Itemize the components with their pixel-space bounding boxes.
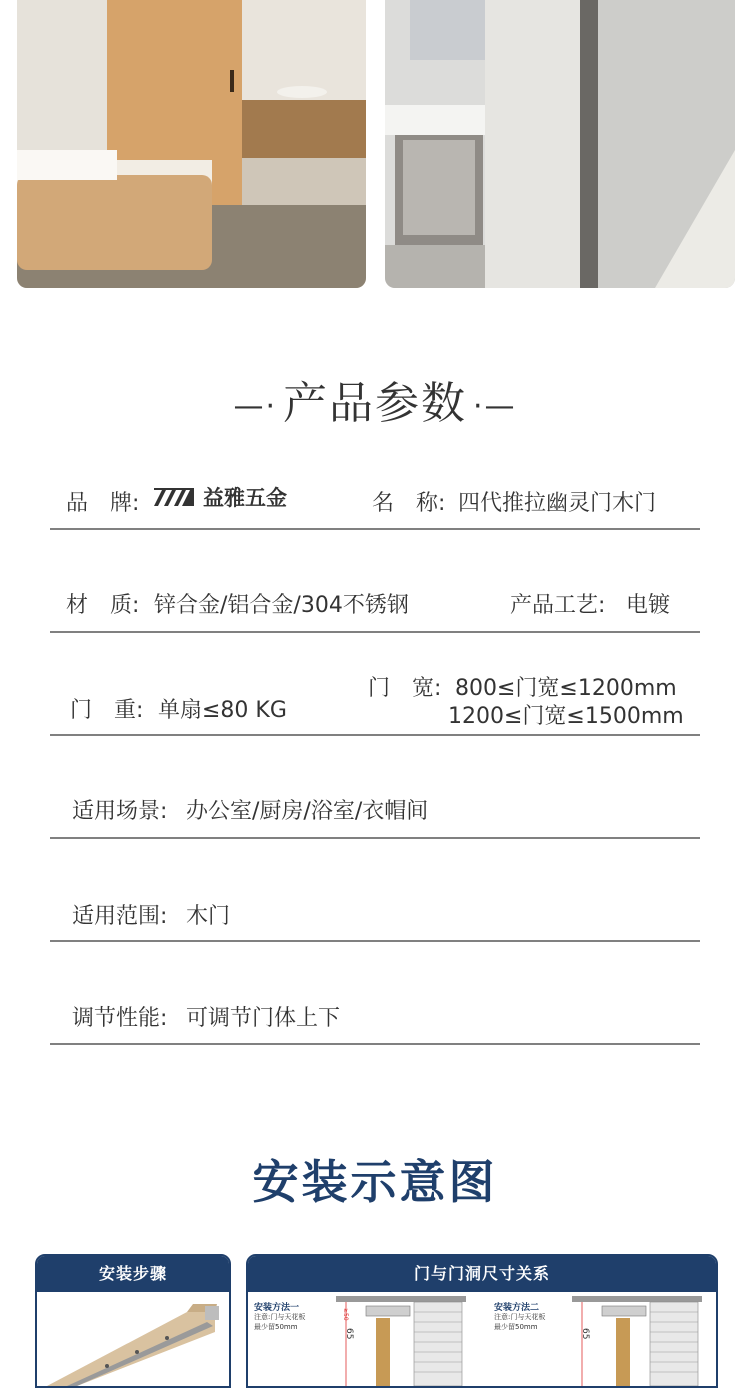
title-deco-right: ·— bbox=[473, 388, 517, 424]
size-panel-title: 门与门洞尺寸关系 bbox=[248, 1256, 716, 1292]
params-section-title bbox=[0, 367, 750, 431]
width-value-1: 800≤门宽≤1200mm bbox=[455, 676, 677, 701]
method-2-dim-65: 65 bbox=[580, 1328, 590, 1340]
param-row-adjust bbox=[50, 940, 700, 1045]
steps-panel-title: 安装步骤 bbox=[37, 1256, 229, 1292]
method-1-diagram bbox=[336, 1296, 466, 1386]
craft-value: 电镀 bbox=[626, 593, 671, 618]
track-rail-illustration bbox=[37, 1292, 229, 1386]
method-1-note-1: 注意:门与天花板 bbox=[254, 1313, 306, 1321]
adjust-label: 调节性能: bbox=[72, 1006, 168, 1031]
width-value-2: 1200≤门宽≤1500mm bbox=[448, 704, 684, 729]
door-size-panel bbox=[246, 1254, 718, 1388]
install-steps-panel bbox=[35, 1254, 231, 1388]
method-1-title: 安装方法一 bbox=[254, 1303, 300, 1313]
range-value: 木门 bbox=[186, 904, 231, 929]
method-1-dim-50: ≥50 bbox=[342, 1308, 349, 1321]
name-value: 四代推拉幽灵门木门 bbox=[458, 491, 657, 516]
width-label: 门 宽: bbox=[368, 676, 442, 701]
method-2-note-2: 最少留50mm bbox=[494, 1323, 538, 1331]
method-2-diagram bbox=[572, 1296, 702, 1386]
params-title-text: 产品参数 bbox=[283, 378, 467, 429]
brand-logo-mark-icon bbox=[152, 486, 196, 508]
param-row-scene bbox=[50, 734, 700, 839]
method-1-note-2: 最少留50mm bbox=[254, 1323, 298, 1331]
method-2-title: 安装方法二 bbox=[494, 1303, 540, 1313]
weight-label: 门 重: bbox=[70, 698, 144, 723]
title-deco-left: —· bbox=[233, 388, 277, 424]
brand-logo-text: 益雅五金 bbox=[203, 486, 287, 510]
param-row-range bbox=[50, 837, 700, 942]
craft-label: 产品工艺: bbox=[510, 593, 606, 618]
scene-value: 办公室/厨房/浴室/衣帽间 bbox=[186, 799, 429, 824]
weight-value: 单扇≤80 KG bbox=[158, 698, 287, 723]
param-row-material-craft bbox=[50, 528, 700, 633]
brand-label: 品 牌: bbox=[66, 491, 140, 516]
bathroom-photo bbox=[385, 0, 735, 288]
adjust-value: 可调节门体上下 bbox=[186, 1006, 341, 1031]
material-value: 锌合金/铝合金/304不锈钢 bbox=[154, 593, 409, 618]
param-row-brand-name bbox=[50, 470, 700, 530]
method-1-dim-65: 65 bbox=[344, 1328, 354, 1340]
install-section-title: 安装示意图 bbox=[252, 1155, 498, 1209]
brand-logo bbox=[152, 482, 287, 512]
name-label: 名 称: bbox=[372, 491, 446, 516]
param-row-weight-width bbox=[50, 631, 700, 736]
material-label: 材 质: bbox=[66, 593, 140, 618]
scene-label: 适用场景: bbox=[72, 799, 168, 824]
range-label: 适用范围: bbox=[72, 904, 168, 929]
bedroom-photo bbox=[17, 0, 366, 288]
method-2-note-1: 注意:门与天花板 bbox=[494, 1313, 546, 1321]
